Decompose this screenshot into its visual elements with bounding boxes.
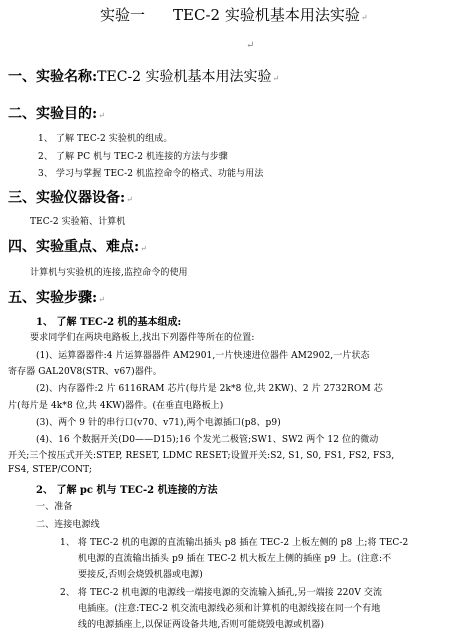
step-1-line: (4)、16 个数据开关(D0——D15);16 个发光二极管;SW1、SW2 两个 12 位的微动	[36, 435, 379, 445]
section-5-label: 五、实验步骤:	[8, 290, 98, 306]
section-4-label: 四、实验重点、难点:	[8, 239, 140, 255]
section-4-heading	[8, 236, 147, 256]
paragraph-mark: ↵	[140, 244, 147, 253]
section-2-label: 二、实验目的:	[8, 106, 98, 122]
objective-item-2: 2、 了解 PC 机与 TEC-2 机连接的方法与步骤	[38, 152, 228, 162]
step-2-heading: 2、 了解 pc 机与 TEC-2 机连接的方法	[36, 485, 218, 496]
paragraph-mark: ↵	[98, 295, 105, 304]
section-3-label: 三、实验仪器设备:	[8, 190, 126, 206]
step-1-line: (1)、运算器器件:4 片运算器器件 AM2901,一片快速进位器件 AM2902,一片状态	[36, 351, 370, 361]
paragraph-mark: ↵	[98, 111, 105, 120]
section-1-label: 一、实验名称:	[8, 69, 98, 85]
title-experiment-name: TEC-2 实验机基本用法实验	[173, 6, 360, 24]
step-2-line: 1、 将 TEC-2 机的电源的直流输出插头 p8 插在 TEC-2 上板左侧的 p8 上;将 TEC-2	[60, 538, 409, 548]
section-3-heading	[8, 187, 133, 207]
section-5-heading	[8, 287, 105, 307]
step-2-line: 线的电源插座上,以保证两设备共地,否则可能烧毁电源或机器)	[78, 620, 325, 630]
objective-item-1: 1、 了解 TEC-2 实验机的组成。	[38, 134, 173, 144]
blank-line-mark: ↵	[246, 40, 255, 51]
step-2-line: 电插座。(注意:TEC-2 机交流电源线必须和计算机的电源线接在同一个有地	[78, 604, 381, 614]
step-2-sub-item: 二、连接电源线	[36, 520, 100, 530]
key-points-text: 计算机与实验机的连接,监控命令的使用	[30, 268, 188, 278]
step-2-sub-item: 一、准备	[36, 502, 73, 512]
paragraph-mark: ↵	[360, 13, 368, 22]
paragraph-mark: ↵	[272, 74, 280, 83]
step-1-line: (3)、两个 9 针的串行口(v70、v71),两个电源插口(p8、p9)	[36, 418, 281, 428]
step-1-line: 寄存器 GAL20V8(STR、v67)器件。	[8, 367, 163, 377]
objective-item-3: 3、 学习与掌握 TEC-2 机监控命令的格式、功能与用法	[38, 169, 264, 179]
step-1-heading: 1、 了解 TEC-2 机的基本组成:	[36, 317, 182, 328]
step-2-line: 2、 将 TEC-2 机电源的电源线一端接电源的交流输入插孔,另一端接 220V 交流	[60, 588, 383, 598]
title-experiment-number: 实验一	[100, 6, 146, 24]
step-1-line: 要求同学们在两块电路板上,找出下列器件等所在的位置:	[30, 333, 255, 343]
paragraph-mark: ↵	[126, 195, 133, 204]
page-title	[100, 4, 368, 25]
equipment-text: TEC-2 实验箱、计算机	[30, 217, 126, 227]
step-1-line: (2)、内存器件:2 片 6116RAM 芯片(每片是 2k*8 位,共 2KW)、2 片 2732ROM 芯	[36, 384, 383, 394]
section-2-heading	[8, 103, 105, 123]
step-1-line: 片(每片是 4k*8 位,共 4KW)器件。(在垂直电路板上)	[8, 401, 224, 411]
section-1-heading	[8, 66, 279, 86]
section-1-text: TEC-2 实验机基本用法实验	[97, 69, 272, 85]
step-1-line: 开关;三个按压式开关:STEP, RESET, LDMC RESET;设置开关:S2, S1, S0, FS1, FS2, FS3,	[8, 451, 395, 461]
step-2-line: 要接反,否则会烧毁机器或电源)	[78, 570, 203, 580]
step-1-line: FS4, STEP/CONT;	[8, 465, 93, 475]
step-2-line: 机电源的直流输出插头 p9 插在 TEC-2 机大板左上侧的插座 p9 上。(注意:不	[78, 554, 392, 564]
